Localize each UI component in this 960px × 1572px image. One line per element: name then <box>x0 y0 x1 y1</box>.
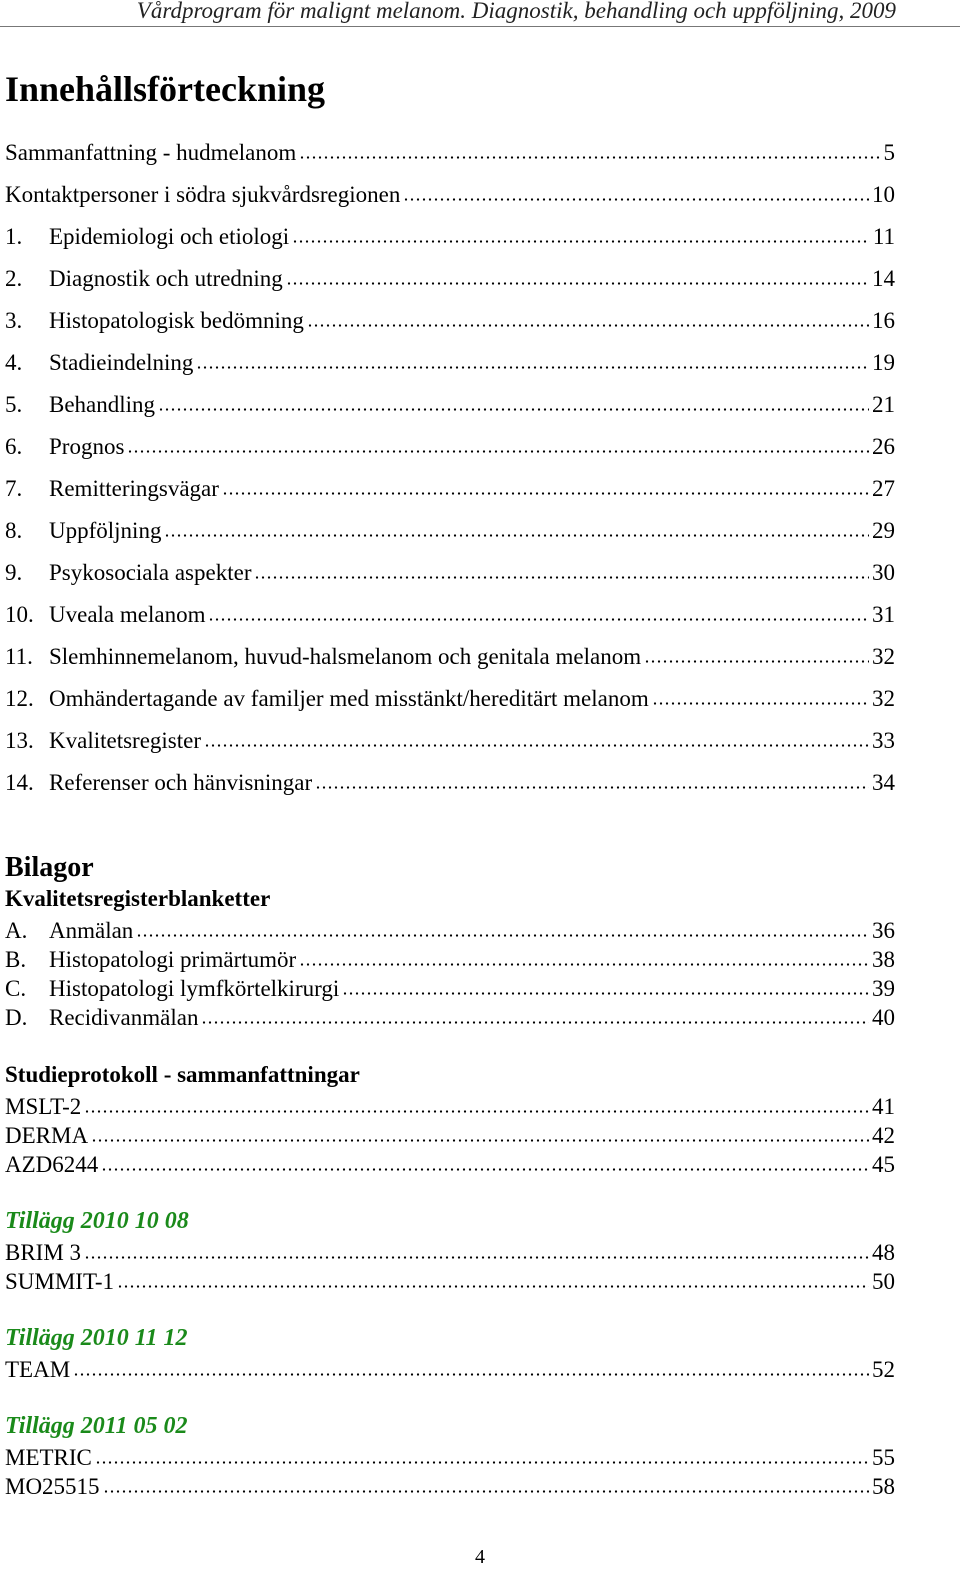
toc-entry-number: 9. <box>5 560 23 585</box>
page-title: Innehållsförteckning <box>5 69 326 109</box>
dot-leader <box>403 198 869 201</box>
toc-entry[interactable] <box>5 726 895 756</box>
dot-leader <box>95 1461 869 1464</box>
toc-entry-number: 4. <box>5 350 23 375</box>
toc-entry-title: Recidivanmälan <box>49 1005 199 1030</box>
dot-leader <box>158 408 869 411</box>
toc-page-number: 36 <box>872 918 895 943</box>
toc-page-number: 50 <box>872 1269 895 1294</box>
toc-page-number: 48 <box>872 1240 895 1265</box>
toc-entry[interactable] <box>5 945 895 975</box>
toc-entry-title: Behandling <box>49 392 156 417</box>
toc-page-number: 55 <box>872 1445 895 1470</box>
toc-entry[interactable] <box>5 1150 895 1180</box>
toc-page-number: 52 <box>872 1357 895 1382</box>
appendices-heading: Bilagor <box>5 852 94 883</box>
dot-leader <box>292 240 870 243</box>
dot-leader <box>286 282 869 285</box>
toc-entry[interactable] <box>5 1003 895 1033</box>
toc-page-number: 40 <box>872 1005 895 1030</box>
toc-entry-title: Stadieindelning <box>49 350 194 375</box>
toc-entry[interactable] <box>5 974 895 1004</box>
toc-page-number: 19 <box>872 350 895 375</box>
toc-entry-number: A. <box>5 918 28 943</box>
dot-leader <box>164 534 869 537</box>
registry-forms-heading: Kvalitetsregisterblanketter <box>5 886 271 911</box>
page-number: 4 <box>475 1546 485 1568</box>
toc-entry[interactable] <box>5 916 895 946</box>
toc-entry-title: Slemhinnemelanom, huvud-halsmelanom och genitala melanom <box>49 644 642 669</box>
toc-entry-number: 2. <box>5 266 23 291</box>
dot-leader <box>103 1490 869 1493</box>
toc-page-number: 31 <box>872 602 895 627</box>
toc-entry-number: 12. <box>5 686 34 711</box>
toc-entry-number: 10. <box>5 602 34 627</box>
toc-entry-number: 14. <box>5 770 34 795</box>
toc-page-number: 5 <box>883 140 895 165</box>
toc-entry[interactable] <box>5 1238 895 1268</box>
toc-entry-title: Epidemiologi och etiologi <box>49 224 290 249</box>
dot-leader <box>299 963 869 966</box>
dot-leader <box>342 992 869 995</box>
toc-page-number: 26 <box>872 434 895 459</box>
toc-entry-title: MSLT-2 <box>5 1094 82 1119</box>
toc-entry-title: SUMMIT-1 <box>5 1269 115 1294</box>
toc-entry-title: Prognos <box>49 434 125 459</box>
toc-entry-title: Histopatologi lymfkörtelkirurgi <box>49 976 340 1001</box>
toc-entry[interactable] <box>5 1472 895 1502</box>
toc-entry[interactable] <box>5 768 895 798</box>
toc-entry-number: D. <box>5 1005 28 1030</box>
toc-entry-number: C. <box>5 976 27 1001</box>
dot-leader <box>127 450 869 453</box>
toc-entry-title: MO25515 <box>5 1474 100 1499</box>
toc-page-number: 16 <box>872 308 895 333</box>
addendum-heading: Tillägg 2010 10 08 <box>5 1208 189 1234</box>
dot-leader <box>222 492 869 495</box>
toc-page-number: 38 <box>872 947 895 972</box>
toc-entry[interactable] <box>5 222 895 252</box>
toc-page-number: 34 <box>872 770 895 795</box>
toc-entry[interactable] <box>5 558 895 588</box>
dot-leader <box>299 156 880 159</box>
toc-entry[interactable] <box>5 348 895 378</box>
dot-leader <box>117 1285 869 1288</box>
toc-entry-number: 11. <box>5 644 33 669</box>
toc-entry-title: AZD6244 <box>5 1152 99 1177</box>
toc-page-number: 32 <box>872 686 895 711</box>
toc-entry[interactable] <box>5 600 895 630</box>
dot-leader <box>84 1110 869 1113</box>
toc-entry-number: 1. <box>5 224 23 249</box>
toc-entry[interactable] <box>5 1267 895 1297</box>
toc-entry-title: Kvalitetsregister <box>49 728 202 753</box>
toc-entry-title: Remitteringsvägar <box>49 476 219 501</box>
toc-entry-title: Uveala melanom <box>49 602 206 627</box>
toc-entry-title: TEAM <box>5 1357 71 1382</box>
dot-leader <box>315 786 869 789</box>
toc-entry-title: Histopatologisk bedömning <box>49 308 304 333</box>
dot-leader <box>196 366 869 369</box>
toc-entry[interactable] <box>5 642 895 672</box>
toc-entry-title: Sammanfattning - hudmelanom <box>5 140 297 165</box>
addendum-heading: Tillägg 2010 11 12 <box>5 1325 188 1351</box>
toc-entry[interactable] <box>5 138 895 168</box>
dot-leader <box>254 576 869 579</box>
toc-page-number: 45 <box>872 1152 895 1177</box>
dot-leader <box>136 934 869 937</box>
toc-page-number: 58 <box>872 1474 895 1499</box>
running-header-title: Vårdprogram för malignt melanom. Diagnostik, behandling och uppföljning, 2009 <box>136 0 896 23</box>
toc-entry-title: Kontaktpersoner i södra sjukvårdsregionen <box>5 182 401 207</box>
toc-page-number: 33 <box>872 728 895 753</box>
dot-leader <box>201 1021 869 1024</box>
toc-entry-title: Histopatologi primärtumör <box>49 947 297 972</box>
toc-entry[interactable] <box>5 264 895 294</box>
toc-entry-number: 5. <box>5 392 23 417</box>
toc-entry-number: B. <box>5 947 27 972</box>
toc-entry-title: Omhändertagande av familjer med misstänkt/hereditärt melanom <box>49 686 649 711</box>
toc-page-number: 21 <box>872 392 895 417</box>
toc-entry[interactable] <box>5 1355 895 1385</box>
dot-leader <box>644 660 869 663</box>
dot-leader <box>101 1168 869 1171</box>
toc-page-number: 42 <box>872 1123 895 1148</box>
toc-entry[interactable] <box>5 1121 895 1151</box>
toc-page-number: 29 <box>872 518 895 543</box>
toc-entry-title: Psykosociala aspekter <box>49 560 252 585</box>
toc-entry-number: 7. <box>5 476 23 501</box>
toc-entry-title: Diagnostik och utredning <box>49 266 283 291</box>
toc-entry-number: 3. <box>5 308 23 333</box>
toc-entry-title: Referenser och hänvisningar <box>49 770 313 795</box>
dot-leader <box>208 618 869 621</box>
toc-page-number: 11 <box>872 224 895 249</box>
toc-entry[interactable] <box>5 432 895 462</box>
study-protocols-heading: Studieprotokoll - sammanfattningar <box>5 1062 360 1087</box>
toc-entry-title: Uppföljning <box>49 518 162 543</box>
toc-entry[interactable] <box>5 516 895 546</box>
toc-page-number: 10 <box>872 182 895 207</box>
toc-page-number: 30 <box>872 560 895 585</box>
toc-entry-title: Anmälan <box>49 918 134 943</box>
dot-leader <box>91 1139 869 1142</box>
toc-entry[interactable] <box>5 1443 895 1473</box>
dot-leader <box>84 1256 869 1259</box>
toc-entry-title: METRIC <box>5 1445 92 1470</box>
toc-entry[interactable] <box>5 390 895 420</box>
toc-entry-title: DERMA <box>5 1123 89 1148</box>
toc-entry-number: 8. <box>5 518 23 543</box>
toc-page-number: 32 <box>872 644 895 669</box>
toc-entry-title: BRIM 3 <box>5 1240 82 1265</box>
dot-leader <box>307 324 869 327</box>
toc-page-number: 27 <box>872 476 895 501</box>
toc-entry[interactable] <box>5 684 895 714</box>
toc-entry[interactable] <box>5 180 895 210</box>
toc-page-number: 39 <box>872 976 895 1001</box>
toc-entry[interactable] <box>5 1092 895 1122</box>
dot-leader <box>204 744 869 747</box>
toc-page-number: 41 <box>872 1094 895 1119</box>
toc-entry-number: 13. <box>5 728 34 753</box>
running-header <box>0 0 960 27</box>
toc-entry-number: 6. <box>5 434 23 459</box>
toc-entry[interactable] <box>5 306 895 336</box>
dot-leader <box>73 1373 869 1376</box>
dot-leader <box>652 702 869 705</box>
toc-page-number: 14 <box>872 266 895 291</box>
toc-entry[interactable] <box>5 474 895 504</box>
addendum-heading: Tillägg 2011 05 02 <box>5 1413 188 1439</box>
